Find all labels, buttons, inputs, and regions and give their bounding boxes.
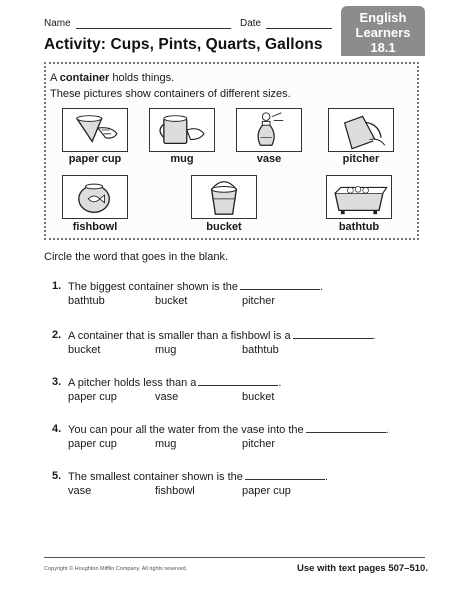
question-5-blank[interactable] <box>245 470 325 480</box>
intro-line-1 <box>50 72 174 84</box>
question-1-prompt: The biggest container shown is the <box>68 281 238 293</box>
paper-cup-icon <box>62 108 128 152</box>
question-1-text <box>68 280 323 293</box>
page-title: Activity: Cups, Pints, Quarts, Gallons <box>44 36 323 53</box>
question-1-number: 1. <box>52 280 62 292</box>
label-bucket: bucket <box>206 221 242 233</box>
question-4-choice-mug[interactable]: mug <box>155 438 177 450</box>
name-label: Name <box>44 18 71 29</box>
question-2-text <box>68 329 376 342</box>
name-blank-line[interactable] <box>76 28 231 29</box>
question-4-prompt: You can pour all the water from the vase into the <box>68 424 304 436</box>
question-3-choice-vase[interactable]: vase <box>155 391 179 403</box>
label-paper-cup: paper cup <box>68 153 122 165</box>
question-4-blank[interactable] <box>306 423 386 433</box>
vase-icon <box>236 108 302 152</box>
label-pitcher: pitcher <box>342 153 380 165</box>
use-with-text-pages: Use with text pages 507–510. <box>297 563 428 574</box>
question-3-text <box>68 376 281 389</box>
bathtub-icon <box>326 175 392 219</box>
intro-bold-word: container <box>59 72 110 84</box>
question-2-choice-mug[interactable]: mug <box>155 344 177 356</box>
label-bathtub: bathtub <box>338 221 380 233</box>
mug-icon <box>149 108 215 152</box>
question-1-choice-bathtub[interactable]: bathtub <box>68 295 105 307</box>
bucket-icon <box>191 175 257 219</box>
question-5-choice-vase[interactable]: vase <box>68 485 92 497</box>
footer-divider <box>44 557 425 558</box>
question-2-period: . <box>372 330 376 342</box>
date-blank-line[interactable] <box>266 28 332 29</box>
question-3-blank[interactable] <box>198 376 278 386</box>
intro-pre: A <box>50 72 60 84</box>
question-2-prompt: A container that is smaller than a fishbowl is a <box>68 330 291 342</box>
question-2-number: 2. <box>52 329 62 341</box>
question-5-prompt: The smallest container shown is the <box>68 471 243 483</box>
question-3-prompt: A pitcher holds less than a <box>68 377 197 389</box>
question-5-number: 5. <box>52 470 62 482</box>
question-2-blank[interactable] <box>293 329 373 339</box>
question-4-choice-pitcher[interactable]: pitcher <box>242 438 276 450</box>
question-4-period: . <box>385 424 389 436</box>
question-1-period: . <box>320 281 324 293</box>
question-5-choice-fishbowl[interactable]: fishbowl <box>155 485 195 497</box>
badge-line-1: English <box>359 10 407 25</box>
intro-line-2: These pictures show containers of different sizes. <box>50 88 291 100</box>
badge-line-3: 18.1 <box>370 40 396 55</box>
question-4-choice-paper-cup[interactable]: paper cup <box>68 438 117 450</box>
copyright-text: Copyright © Houghton Mifflin Company. All rights reserved. <box>44 566 188 572</box>
question-1-choice-bucket[interactable]: bucket <box>155 295 188 307</box>
question-2-choice-bathtub[interactable]: bathtub <box>242 344 279 356</box>
question-4-number: 4. <box>52 423 62 435</box>
question-5-text <box>68 470 328 483</box>
badge-line-2: Learners <box>355 25 411 40</box>
fishbowl-icon <box>62 175 128 219</box>
question-3-choice-paper-cup[interactable]: paper cup <box>68 391 117 403</box>
instructions: Circle the word that goes in the blank. <box>44 251 229 263</box>
question-1-choice-pitcher[interactable]: pitcher <box>242 295 276 307</box>
question-5-period: . <box>324 471 328 483</box>
question-4-text <box>68 423 389 436</box>
label-mug: mug <box>170 153 194 165</box>
label-vase: vase <box>256 153 282 165</box>
question-5-choice-paper-cup[interactable]: paper cup <box>242 485 291 497</box>
question-3-period: . <box>278 377 282 389</box>
english-learners-badge <box>341 6 425 56</box>
question-3-number: 3. <box>52 376 62 388</box>
question-1-blank[interactable] <box>240 280 320 290</box>
pitcher-icon <box>328 108 394 152</box>
date-label: Date <box>240 18 262 29</box>
intro-post: holds things. <box>109 72 175 84</box>
question-2-choice-bucket[interactable]: bucket <box>68 344 101 356</box>
question-3-choice-bucket[interactable]: bucket <box>242 391 275 403</box>
label-fishbowl: fishbowl <box>72 221 118 233</box>
